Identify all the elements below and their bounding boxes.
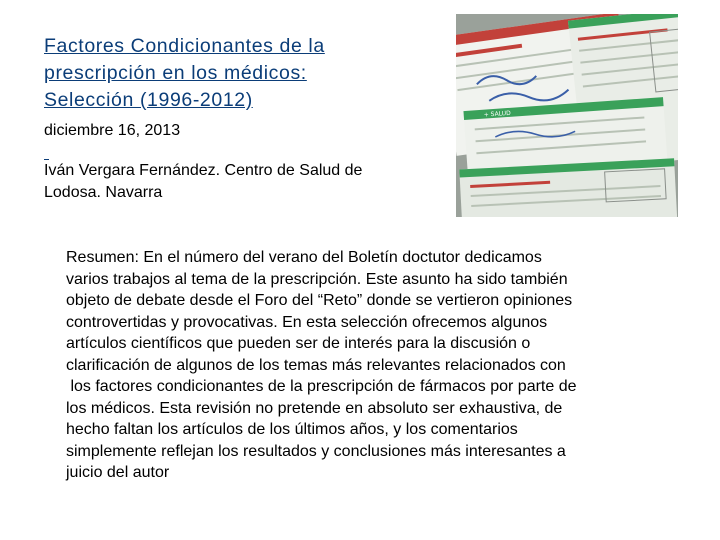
summary-line: los médicos. Esta revisión no pretende en absoluto ser exhaustiva, de [66, 399, 563, 417]
empty-link[interactable] [44, 147, 49, 160]
summary-line: clarificación de algunos de los temas más relevantes relacionados con [66, 356, 566, 374]
article-title[interactable] [44, 33, 444, 114]
summary-line: controvertidas y provocativas. En esta selección ofrecemos algunos [66, 313, 548, 331]
summary-line: hecho faltan los artículos de los últimos años, y los comentarios [66, 421, 518, 438]
summary-line: juicio del autor [66, 464, 170, 481]
author-info [44, 160, 424, 204]
summary-line: varios trabajos al tema de la prescripción. Este asunto ha sido también [66, 270, 568, 288]
author-line: Iván Vergara Fernández. Centro de Salud de [44, 162, 363, 179]
article-title-link[interactable] [44, 35, 325, 111]
title-line[interactable]: Factores Condicionantes de la [44, 35, 325, 57]
summary-line: simplemente reflejan los resultados y conclusiones más interesantes a [66, 442, 566, 460]
author-line: Lodosa. Navarra [44, 184, 163, 201]
article-summary [66, 247, 656, 484]
publish-date: diciembre 16, 2013 [44, 122, 181, 139]
prescription-forms-photo [456, 14, 678, 217]
summary-line: objeto de debate desde el Foro del “Reto” donde se vertieron opiniones [66, 292, 573, 309]
summary-line: artículos científicos que pueden ser de interés para la discusión o [66, 335, 531, 352]
summary-line: Resumen: En el número del verano del Boletín doctutor dedicamos [66, 249, 542, 266]
summary-line: los factores condicionantes de la prescripción de fármacos por parte de [66, 378, 577, 395]
title-line[interactable]: prescripción en los médicos: [44, 62, 307, 84]
title-line[interactable]: Selección (1996-2012) [44, 89, 253, 111]
svg-text:+ SALUD: + SALUD [483, 109, 511, 119]
